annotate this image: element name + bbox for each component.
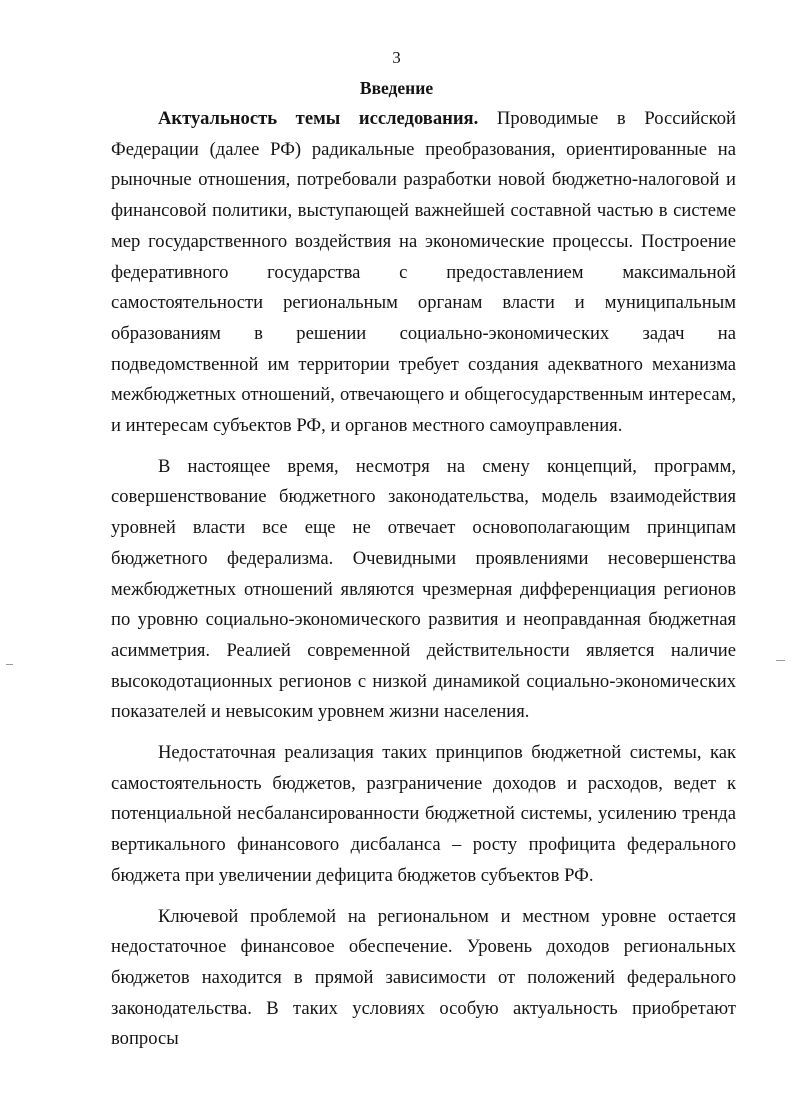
paragraph-1-text: Проводимые в Российской Федерации (далее РФ) радикальные преобразования, ориентированные на рыночные отношения, потребовали разработки новой бюджетно-налоговой и финансовой политики, выступающей важнейшей составной частью в системе мер государственного воздействия на экономические процессы. Построение федеративного государства с предоставлением максимальной самостоятельности региональным органам власти и муниципальным образованиям в решении социально-экономических задач на подведомственной им территории требует создания адекватного механизма межбюджетных отношений, отвечающего и общегосударственным интересам, и интересам субъектов РФ, и органов местного самоуправления.: [111, 108, 736, 437]
section-title: Введение: [359, 78, 434, 98]
paragraph-1: [111, 104, 736, 442]
right-margin-mark: [776, 660, 785, 661]
paragraph-lead-heading: Актуальность темы исследования.: [158, 108, 479, 129]
paragraph-3: Недостаточная реализация таких принципов бюджетной системы, как самостоятельность бюджетов, разграничение доходов и расходов, ведет к потенциальной несбалансированности бюджетной системы, усилению тренда вертикального финансового дисбаланса – росту профицита федерального бюджета при увеличении дефицита бюджетов субъектов РФ.: [111, 742, 736, 886]
paragraph-4: Ключевой проблемой на региональном и местном уровне остается недостаточное финансовое обеспечение. Уровень доходов региональных бюджетов находится в прямой зависимости от положений федерального законодательства. В таких условиях особую актуальность приобретают вопросы: [111, 905, 736, 1050]
paragraph-2: В настоящее время, несмотря на смену концепций, программ, совершенствование бюджетного законодательства, модель взаимодействия уровней власти все еще не отвечает основополагающим принципам бюджетного федерализма. Очевидными проявлениями несовершенства межбюджетных отношений являются чрезмерная дифференциация регионов по уровню социально-экономического развития и неоправданная бюджетная асимметрия. Реалией современной действительности является наличие высокодотационных регионов с низкой динамикой социально-экономических показателей и невысоким уровнем жизни населения.: [111, 455, 736, 723]
body-text: [111, 104, 736, 1055]
page-number: 3: [392, 48, 401, 67]
left-margin-mark: [6, 664, 13, 665]
